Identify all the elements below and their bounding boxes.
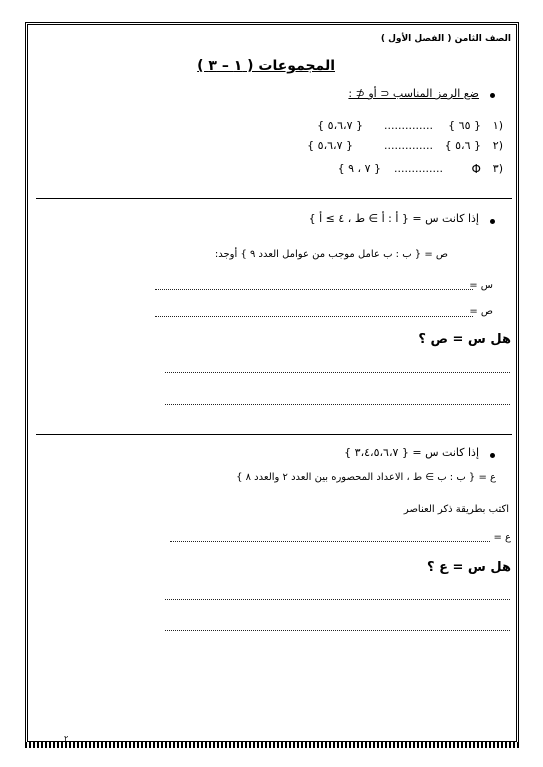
s-answer-line[interactable] [155,289,473,290]
item1-right-set: { ٥،٦،٧ } [317,119,363,132]
section-divider [36,434,512,435]
section2-given-set2: ص = { ب : ب عامل موجب من عوامل العدد ٩ } أوجد: [214,249,448,260]
answer-line[interactable] [165,599,510,600]
p-label: ص = [469,306,493,317]
e-label: ع = [493,532,511,543]
bottom-border-band [25,742,519,748]
page-title: المجموعات ( ١ – ٣ ) [197,58,335,74]
s-label: س = [469,280,493,291]
e-answer-line[interactable] [170,541,490,542]
item2-blank[interactable]: .............. [384,139,433,152]
section2-given-set: إذا كانت س = { أ : أ ∋ ط ، ٤ ≥ أ } [308,212,479,225]
item3-right-set: { ٧ ، ٩ } [337,162,381,175]
section2-question: هل س = ص ؟ [418,332,511,347]
section1-instruction: ضع الرمز المناسب ⊂ أو ⊄ : [348,87,479,100]
section3-question: هل س = ع ؟ [427,560,511,575]
item1-number: ١) [492,119,503,132]
section3-given-set: إذا كانت س = { ٣،٤،٥،٦،٧ } [344,446,479,459]
answer-line[interactable] [165,372,510,373]
answer-line[interactable] [165,630,510,631]
item2-number: ٢) [492,139,503,152]
bullet-icon [490,453,495,458]
item3-blank[interactable]: .............. [394,162,443,175]
bullet-icon [490,93,495,98]
item1-left-set: { ٦٥ } [448,119,481,132]
answer-line[interactable] [165,404,510,405]
section3-given-set2: ع = { ب : ب ∋ ط ، الاعداد المحصوره بين العدد ٢ والعدد ٨ } [236,472,496,483]
page-number: ٢ [64,734,69,743]
page-border [25,22,519,744]
item3-number: ٣) [492,162,503,175]
bullet-icon [490,219,495,224]
item3-left-set: Φ [471,162,481,176]
p-answer-line[interactable] [155,316,473,317]
section3-instruction: اكتب بطريقة ذكر العناصر [403,504,509,515]
section-divider [36,198,512,199]
item1-blank[interactable]: .............. [384,119,433,132]
item2-left-set: { ٥،٦ } [444,139,481,152]
grade-term-header: الصف الثامن ( الفصل الأول ) [380,34,511,44]
item2-right-set: { ٥،٦،٧ } [307,139,353,152]
